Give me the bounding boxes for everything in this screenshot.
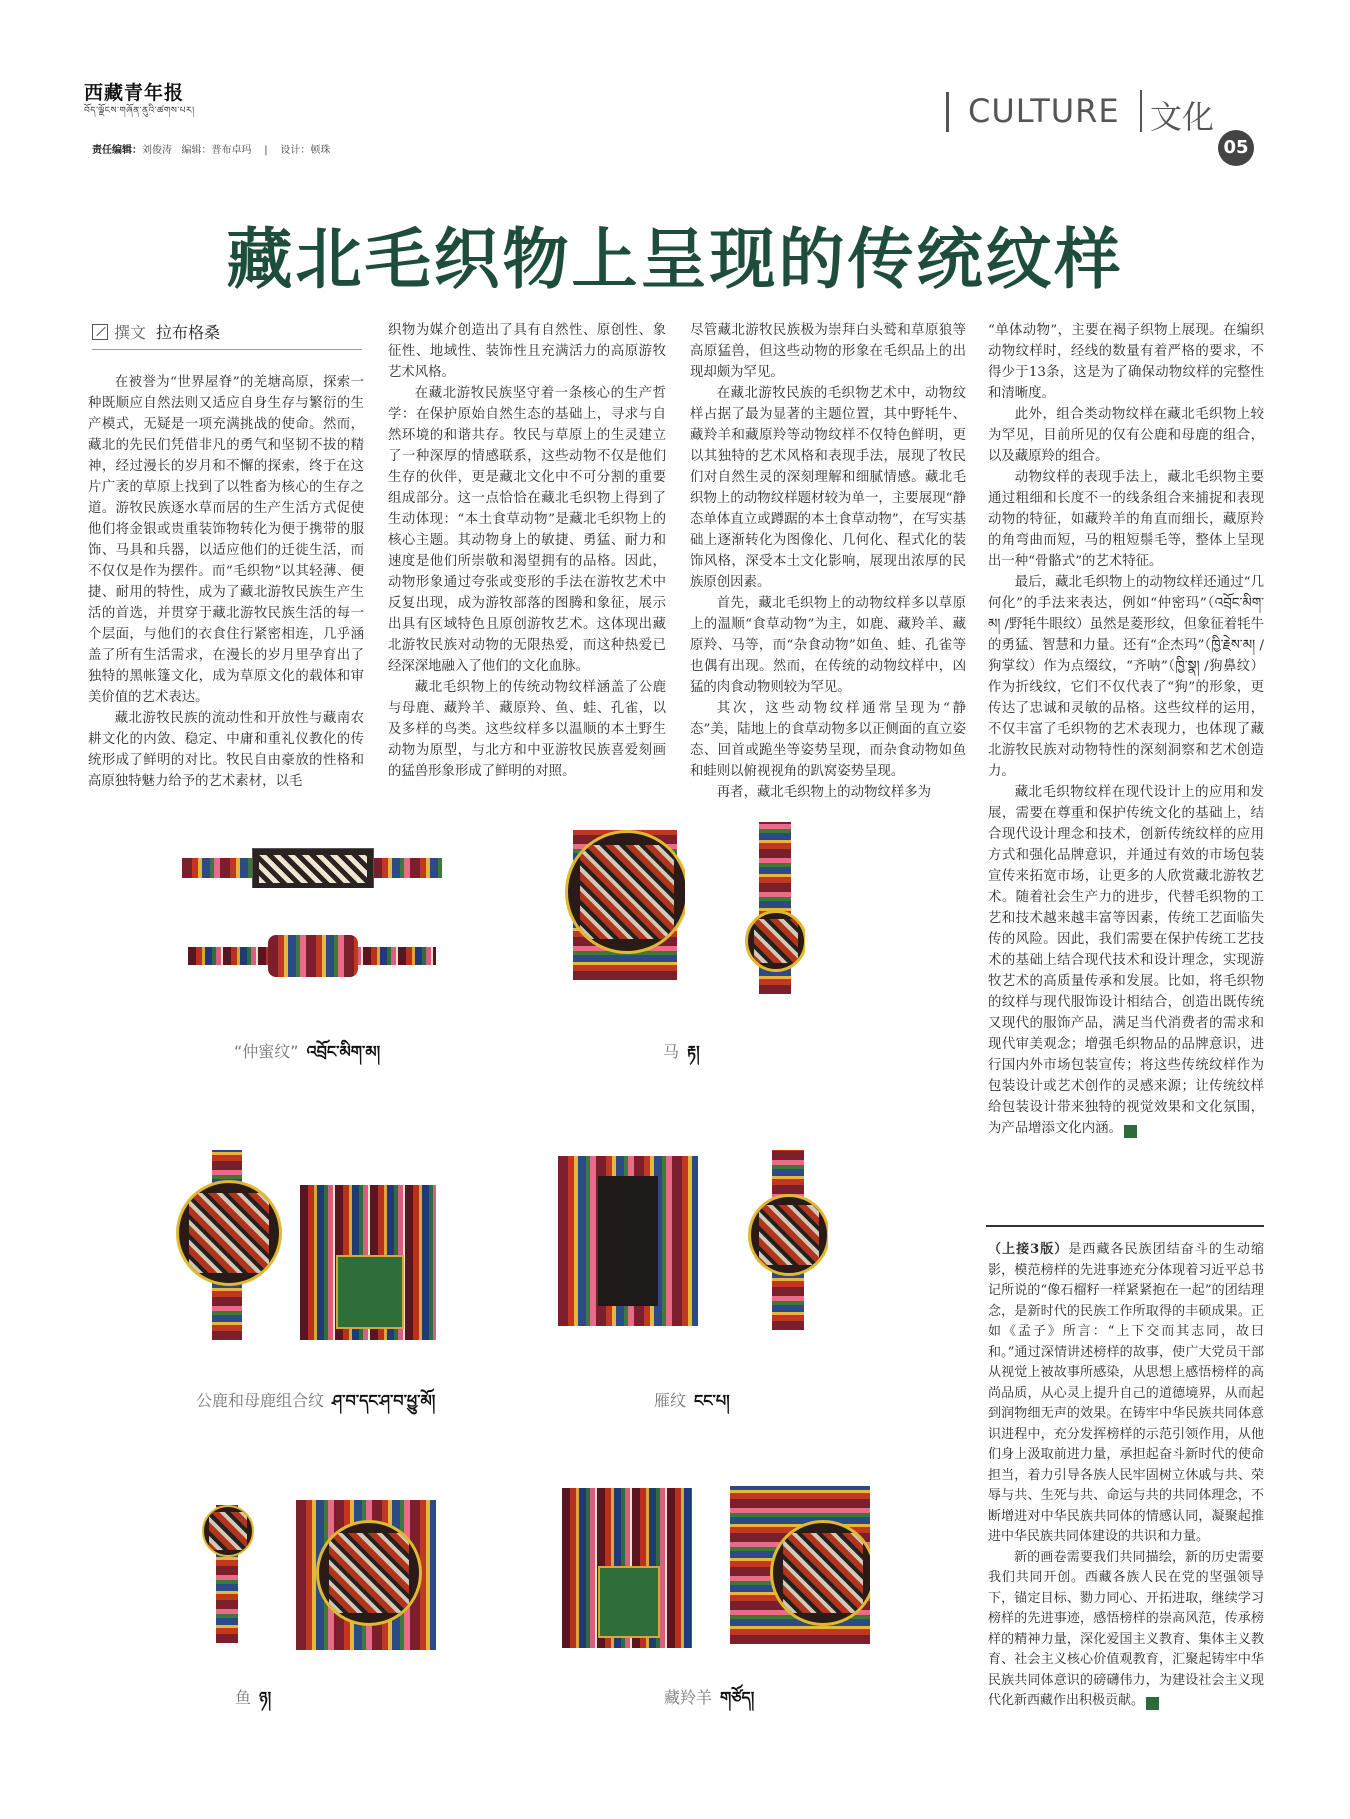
paragraph: 在被誉为“世界屋脊”的羌塘高原，探索一种既顺应自然法则又适应自身生存与繁衍的生产模式，无疑是一项充满挑战的使命。然而，藏北的先民们凭借非凡的勇气和坚韧不拔的精神，经过漫长的岁月和不懈的探索，终于在这片广袤的草原上找到了以牲畜为核心的生存之道。游牧民族逐水草而居的生产生活方式促使他们将金银或贵重装饰物转化为便于携带的服饰、马具和兵器，以适应他们的迁徙生活，而不仅仅是作为摆件。而“毛织物”以其轻薄、便捷、耐用的特性，成为了藏北游牧民族生产生活的首选，并贯穿于藏北游牧民族生活的每一个层面，与他们的衣食住行紧密相连，几乎涵盖了所有生活需求，在漫长的岁月里孕育出了独特的黑帐篷文化，成为草原文化的载体和审美价值的艺术表达。 <box>88 375 364 705</box>
paragraph: 藏北游牧民族的流动性和开放性与藏南农耕文化的内敛、稳定、中庸和重礼仪教化的传统形成了鲜明的对比。牧民自由豪放的性格和高原独特魅力给予的艺术素材，以毛 <box>88 711 364 789</box>
continued-article <box>988 1240 1264 1712</box>
caption-goose <box>654 1383 730 1428</box>
continued-lead: （上接3版） <box>988 1242 1069 1257</box>
figure-deer-strap <box>176 1150 282 1340</box>
design-name: 顿珠 <box>310 145 331 156</box>
paragraph: 在藏北游牧民族坚守着一条核心的生产哲学：在保护原始自然生态的基础上，寻求与自然环境的和谐共存。牧民与草原上的生灵建立了一种深厚的情感联系，这些动物不仅是他们生存的伙伴，更是藏北文化中不可分割的重要组成部分。这一点恰恰在藏北毛织物上得到了生动体现：“本土食草动物”是藏北毛织物上的核心主题。其动物身上的敏捷、勇猛、耐力和速度是他们所崇敬和渴望拥有的品格。因此，动物形象通过夸张或变形的手法在游牧艺术中反复出现，成为游牧部落的图腾和象征，展示出具有区域特色且原创游牧艺术。这体现出藏北游牧民族对动物的无限热爱，而这种热爱已经深深地融入了他们的文化血脉。 <box>388 386 666 674</box>
caption-fish <box>235 1680 271 1725</box>
caption-tibetan: ངང་པ། <box>694 1391 730 1410</box>
figure-fish-bag <box>296 1500 436 1650</box>
design-label: 设计： <box>280 145 311 156</box>
section-title-zh: 文化 <box>1150 98 1215 136</box>
credits-separator: | <box>264 145 268 156</box>
paragraph-text: 是西藏各民族团结奋斗的生动缩影，模范榜样的先进事迹充分体现着习近平总书记所说的“像石榴籽一样紧紧抱在一起”的团结理念，是新时代的民族工作所取得的丰硕成果。正如《孟子》所言：“上下交而其志同，故曰和。”通过深情讲述榜样的故事，使广大党员干部从视觉上被故事所感染，从思想上感悟榜样的高尚品质，从心灵上提升自己的道德境界，从而起到润物细无声的效果。在铸牢中华民族共同体意识进程中，充分发挥榜样的示范引领作用，从他们身上汲取前进力量，承担起奋斗新时代的使命担当，着力引导各族人民牢固树立休戚与共、荣辱与共、生死与共、命运与共的共同体理念，不断增进对中华民族共同体的情感认同，凝聚起推进中华民族共同体建设的共识和力量。 <box>988 1242 1264 1544</box>
figure-fish-strap <box>200 1505 254 1643</box>
figure-antelope-bag-right <box>730 1476 870 1644</box>
paragraph: 其次，这些动物纹样通常呈现为“静态”美，陆地上的食草动物多以正侧面的直立姿态、回首或跪坐等姿势呈现，而杂食动物如鱼和蛙则以俯视视角的趴窝姿势呈现。 <box>690 701 966 779</box>
figure-antelope-bag-left <box>562 1476 692 1648</box>
caption-cn: 公鹿和母鹿组合纹 <box>196 1391 325 1410</box>
paragraph: 此外，组合类动物纹样在藏北毛织物上较为罕见，目前所见的仅有公鹿和母鹿的组合，以及藏原羚的组合。 <box>988 407 1264 464</box>
article-column-4 <box>988 320 1264 1139</box>
caption-tibetan: འབྲོང་མིག་མ། <box>306 1042 381 1061</box>
masthead-title: 西藏青年报 <box>84 82 185 104</box>
editor2-label: 编辑： <box>181 145 212 156</box>
caption-cn: 藏羚羊 <box>664 1688 713 1707</box>
paragraph: 最后，藏北毛织物上的动物纹样还通过“几何化”的手法来表达，例如“仲密玛”（འབྲོང་མིག་མ། /野牦牛眼纹）虽然是菱形纹，但象征着牦牛的勇猛、智慧和力量。还有“企杰玛”（ཁྱི་རྗེས་མ། /狗掌纹）作为点缀纹，“齐呐”（ཁྱི་སྣ། /狗鼻纹）作为折线纹，它们不仅代表了“狗”的形象，更传达了忠诚和灵敏的品格。这些纹样的运用，不仅丰富了毛织物的艺术表现力，也体现了藏北游牧民族对动物特性的深刻洞察和艺术创造力。 <box>988 575 1264 779</box>
caption-tibetan: ཉ། <box>259 1688 272 1707</box>
caption-tibetan: གཙོད། <box>720 1688 755 1707</box>
caption-deer <box>196 1383 435 1428</box>
article-column-1 <box>88 372 364 792</box>
paragraph: “单体动物”，主要在褐子织物上展现。在编织动物纹样时，经线的数量有着严格的要求，不得少于13条，这是为了确保动物纹样的完整性和清晰度。 <box>988 323 1264 401</box>
figure-goose-panel <box>558 1156 698 1326</box>
editor2-name: 普布卓玛 <box>211 145 252 156</box>
editor-label: 责任编辑： <box>92 145 142 156</box>
figure-horse-strap <box>745 822 805 994</box>
credits-line <box>92 141 330 156</box>
paragraph <box>988 1240 1264 1548</box>
caption-cn: 马 <box>663 1042 680 1061</box>
figure-horse-bag <box>565 830 685 980</box>
caption-cn: “仲蜜纹” <box>234 1042 299 1061</box>
section-title-en: CULTURE <box>968 92 1120 130</box>
caption-cn: 雁纹 <box>654 1391 687 1410</box>
article-column-2 <box>388 320 666 782</box>
end-mark-icon: 青 <box>1146 1697 1159 1710</box>
paragraph: 再者，藏北毛织物上的动物纹样多为 <box>716 785 932 800</box>
paragraph: 藏北毛织物上的传统动物纹样涵盖了公鹿与母鹿、藏羚羊、藏原羚、鱼、蛙、孔雀，以及多样的鸟类。这些纹样多以温顺的本土野生动物为原型，与北方和中亚游牧民族喜爱刻画的猛兽形象形成了鲜明的对照。 <box>388 680 666 779</box>
end-mark-icon: 青 <box>1124 1125 1137 1138</box>
byline <box>92 320 362 350</box>
figure-goose-strap <box>748 1150 828 1330</box>
paragraph-text: 新的画卷需要我们共同描绘，新的历史需要我们共同开创。西藏各族人民在党的坚强领导下，锚定目标、勠力同心、开拓进取，继续学习榜样的先进事迹，感悟榜样的崇高风范，传承榜样的精神力量，深化爱国主义教育、集体主义教育、社会主义核心价值观教育，汇聚起铸牢中华民族共同体意识的磅礴伟力，为建设社会主义现代化新西藏作出积极贡献。 <box>988 1549 1264 1708</box>
caption-tibetan: ཤ་བ་དང་ཤ་བ་ཕྱུ་མོ། <box>332 1391 436 1410</box>
paragraph-text: 藏北毛织物纹样在现代设计上的应用和发展，需要在尊重和保护传统文化的基础上，结合现代设计理念和技术，创新传统纹样的应用方式和强化品牌意识，并通过有效的市场包装宣传来拓宽市场，让更多的人欣赏藏北游牧艺术。随着社会生产力的进步，代替毛织物的工艺和技术越来越丰富等因素，传统工艺面临失传的风险。因此，我们需要在保护传统工艺技术的基础上结合现代技术和设计理念，实现游牧艺术的高质量传承和发展。比如，将毛织物的纹样与现代服饰设计相结合，创造出既传统又现代的服饰产品，满足当代消费者的需求和现代审美观念；增强毛织物品的品牌意识，进行国内外市场包装宣传；将这些传统纹样作为包装设计或艺术创作的灵感来源；让传统纹样给包装设计带来独特的视觉效果和文化氛围，为产品增添文化内涵。 <box>988 785 1264 1136</box>
caption-zhongmi <box>234 1034 380 1079</box>
masthead-tibetan: བོད་ལྗོངས་གཞོན་ནུའི་ཚགས་པར། <box>84 106 195 116</box>
figure-deer-bag <box>300 1165 436 1340</box>
column-divider <box>986 1225 1264 1227</box>
paragraph: 动物纹样的表现手法上，藏北毛织物主要通过粗细和长度不一的线条组合来捕捉和表现动物的特征，如藏羚羊的角直而细长，藏原羚的角弯曲而短，马的粗短鬃毛等，整体上呈现出一种“骨骼式”的艺术特征。 <box>988 470 1264 569</box>
caption-cn: 鱼 <box>235 1688 252 1707</box>
paragraph: 在藏北游牧民族的毛织物艺术中，动物纹样占据了最为显著的主题位置，其中野牦牛、藏羚羊和藏原羚等动物纹样不仅特色鲜明，更以其独特的艺术风格和表现手法，展现了牧民们对自然生灵的深刻理解和细腻情感。藏北毛织物上的动物纹样题材较为单一，主要展现“静态单体直立或蹲踞的本土食草动物”，在写实基础上逐渐转化为图像化、几何化、程式化的装饰风格，深受本土文化影响，展现出浓厚的民族原创因素。 <box>690 386 966 590</box>
paragraph: 首先，藏北毛织物上的动物纹样多以草原上的温顺“食草动物”为主，如鹿、藏羚羊、藏原羚、马等，而“杂食动物”如鱼、蛙、孔雀等也偶有出现。然而，在传统的动物纹样中，凶猛的肉食动物则较为罕见。 <box>690 596 966 695</box>
figure-belt-lower <box>188 935 436 977</box>
caption-horse <box>663 1034 700 1079</box>
headline: 藏北毛织物上呈现的传统纹样 <box>226 221 1124 298</box>
editor-name: 刘俊涛 <box>142 145 172 156</box>
paragraph: 尽管藏北游牧民族极为崇拜白头鹫和草原狼等高原猛兽，但这些动物的形象在毛织品上的出现却颇为罕见。 <box>690 323 966 380</box>
paragraph: 织物为媒介创造出了具有自然性、原创性、象征性、地域性、装饰性且充满活力的高原游牧艺术风格。 <box>388 323 666 380</box>
paragraph <box>988 1548 1264 1712</box>
caption-tibetan: རྟ། <box>687 1042 700 1061</box>
figure-belt-upper <box>182 848 442 888</box>
caption-antelope <box>664 1680 754 1725</box>
paragraph <box>988 782 1264 1139</box>
page-number: 05 <box>1218 130 1254 166</box>
byline-label: 撰文 <box>114 323 147 342</box>
section-divider <box>1140 90 1142 132</box>
pen-icon <box>92 324 108 340</box>
byline-author: 拉布格桑 <box>156 323 221 342</box>
article-column-3 <box>690 320 966 803</box>
